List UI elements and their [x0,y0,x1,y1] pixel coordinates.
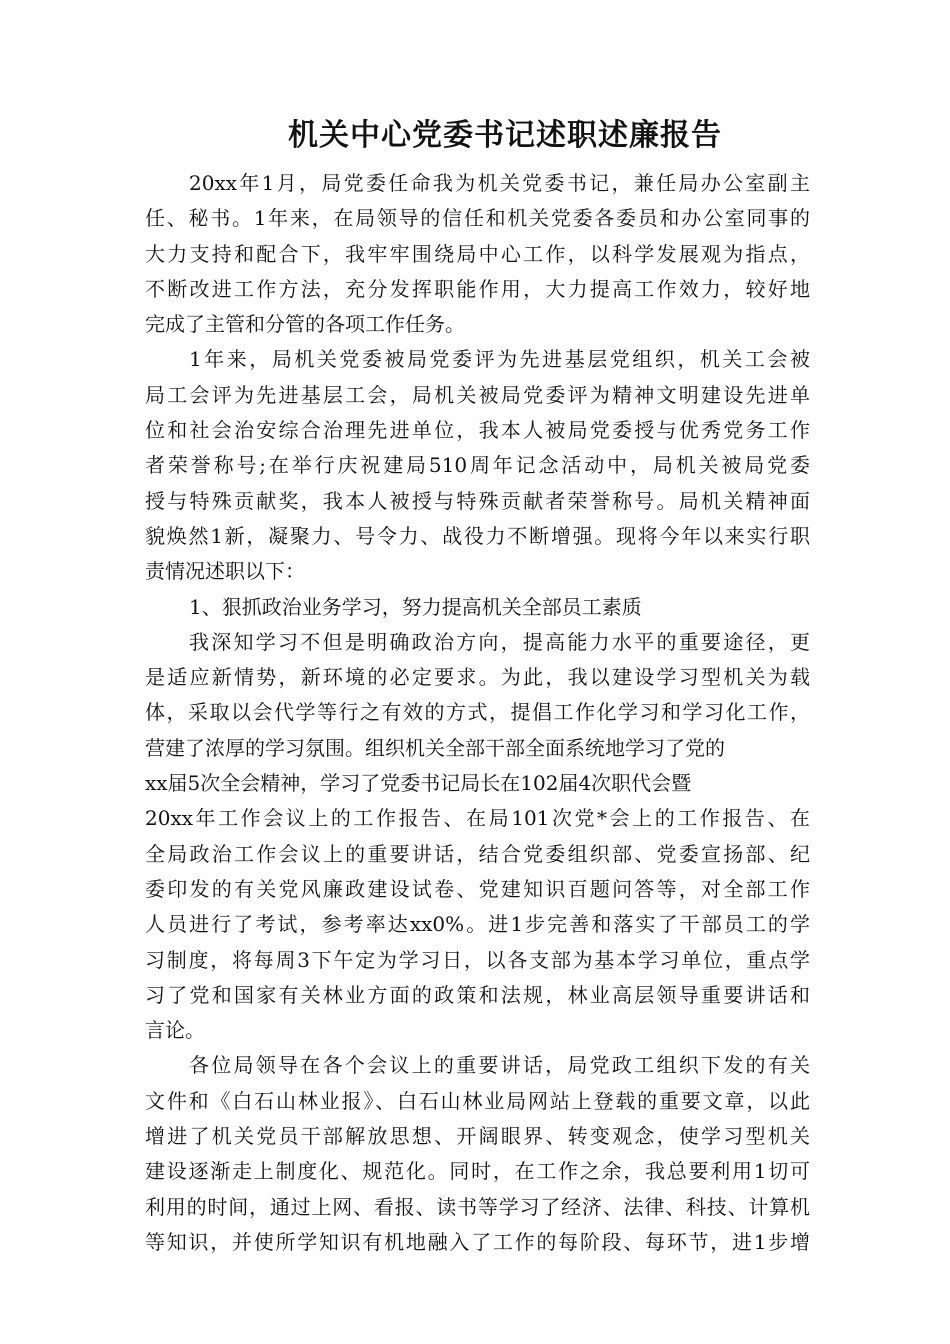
text-line: 20xx年工作会议上的工作报告、在局101次党*会上的工作报告、在 [145,806,810,831]
text-line: 建设逐渐走上制度化、规范化。同时，在工作之余，我总要利用1切可 [145,1159,810,1184]
text-line: 不断改进工作方法，充分发挥职能作用，大力提高工作效力，较好地 [145,276,810,301]
text-line: 大力支持和配合下，我牢牢围绕局中心工作，以科学发展观为指点， [145,241,810,266]
text-line: 位和社会治安综合治理先进单位，我本人被局党委授与优秀党务工作 [145,418,810,443]
text-line: 全局政治工作会议上的重要讲话，结合党委组织部、党委宣扬部、纪 [145,841,810,866]
text-line: 增进了机关党员干部解放思想、开阔眼界、转变观念，使学习型机关 [145,1124,810,1149]
text-line: 貌焕然1新，凝聚力、号令力、战役力不断增强。现将今年以来实行职 [145,523,810,548]
text-line: 各位局领导在各个会议上的重要讲话，局党政工组织下发的有关 [189,1053,810,1078]
text-line: 者荣誉称号;在举行庆祝建局510周年记念活动中，局机关被局党委 [145,453,810,478]
text-line: 习了党和国家有关林业方面的政策和法规，林业高层领导重要讲话和 [145,982,810,1007]
text-line: 局工会评为先进基层工会，局机关被局党委评为精神文明建设先进单 [145,382,810,407]
text-line: xx届5次全会精神，学习了党委书记局长在102届4次职代会暨 [145,771,692,796]
text-line: 体，采取以会代学等行之有效的方式，提倡工作化学习和学习化工作， [145,700,810,725]
text-line: 等知识，并使所学知识有机地融入了工作的每阶段、每环节，进1步增 [145,1229,810,1254]
text-line: 20xx年1月，局党委任命我为机关党委书记，兼任局办公室副主 [189,171,810,195]
text-line: 文件和《白石山林业报》、白石山林业局网站上登载的重要文章，以此 [145,1088,810,1113]
document-body [145,166,810,1260]
text-line: 言论。 [145,1018,205,1043]
text-line: 1年来，局机关党委被局党委评为先进基层党组织，机关工会被 [189,347,810,372]
text-line: 责情况述职以下： [145,559,305,584]
text-line: 委印发的有关党风廉政建设试卷、党建知识百题问答等，对全部工作 [145,876,810,901]
text-line: 我深知学习不但是明确政治方向，提高能力水平的重要途径，更 [189,629,810,654]
text-line: 人员进行了考试，参考率达xx0%。进1步完善和落实了干部员工的学 [145,912,810,937]
text-line: 营建了浓厚的学习氛围。组织机关全部干部全面系统地学习了党的 [145,735,725,760]
text-line: 授与特殊贡献奖，我本人被授与特殊贡献者荣誉称号。局机关精神面 [145,488,810,513]
text-line: 完成了主管和分管的各项工作任务。 [145,312,465,337]
text-line: 利用的时间，通过上网、看报、读书等学习了经济、法律、科技、计算机 [145,1194,810,1219]
text-line: 是适应新情势，新环境的必定要求。为此，我以建设学习型机关为载 [145,665,810,690]
text-line: 任、秘书。1年来，在局领导的信任和机关党委各委员和办公室同事的 [145,206,810,231]
document-title: 机关中心党委书记述职述廉报告 [288,118,722,153]
text-line: 1、狠抓政治业务学习，努力提高机关全部员工素质 [189,594,642,619]
text-line: 习制度，将每周3下午定为学习日，以各支部为基本学习单位，重点学 [145,947,810,972]
